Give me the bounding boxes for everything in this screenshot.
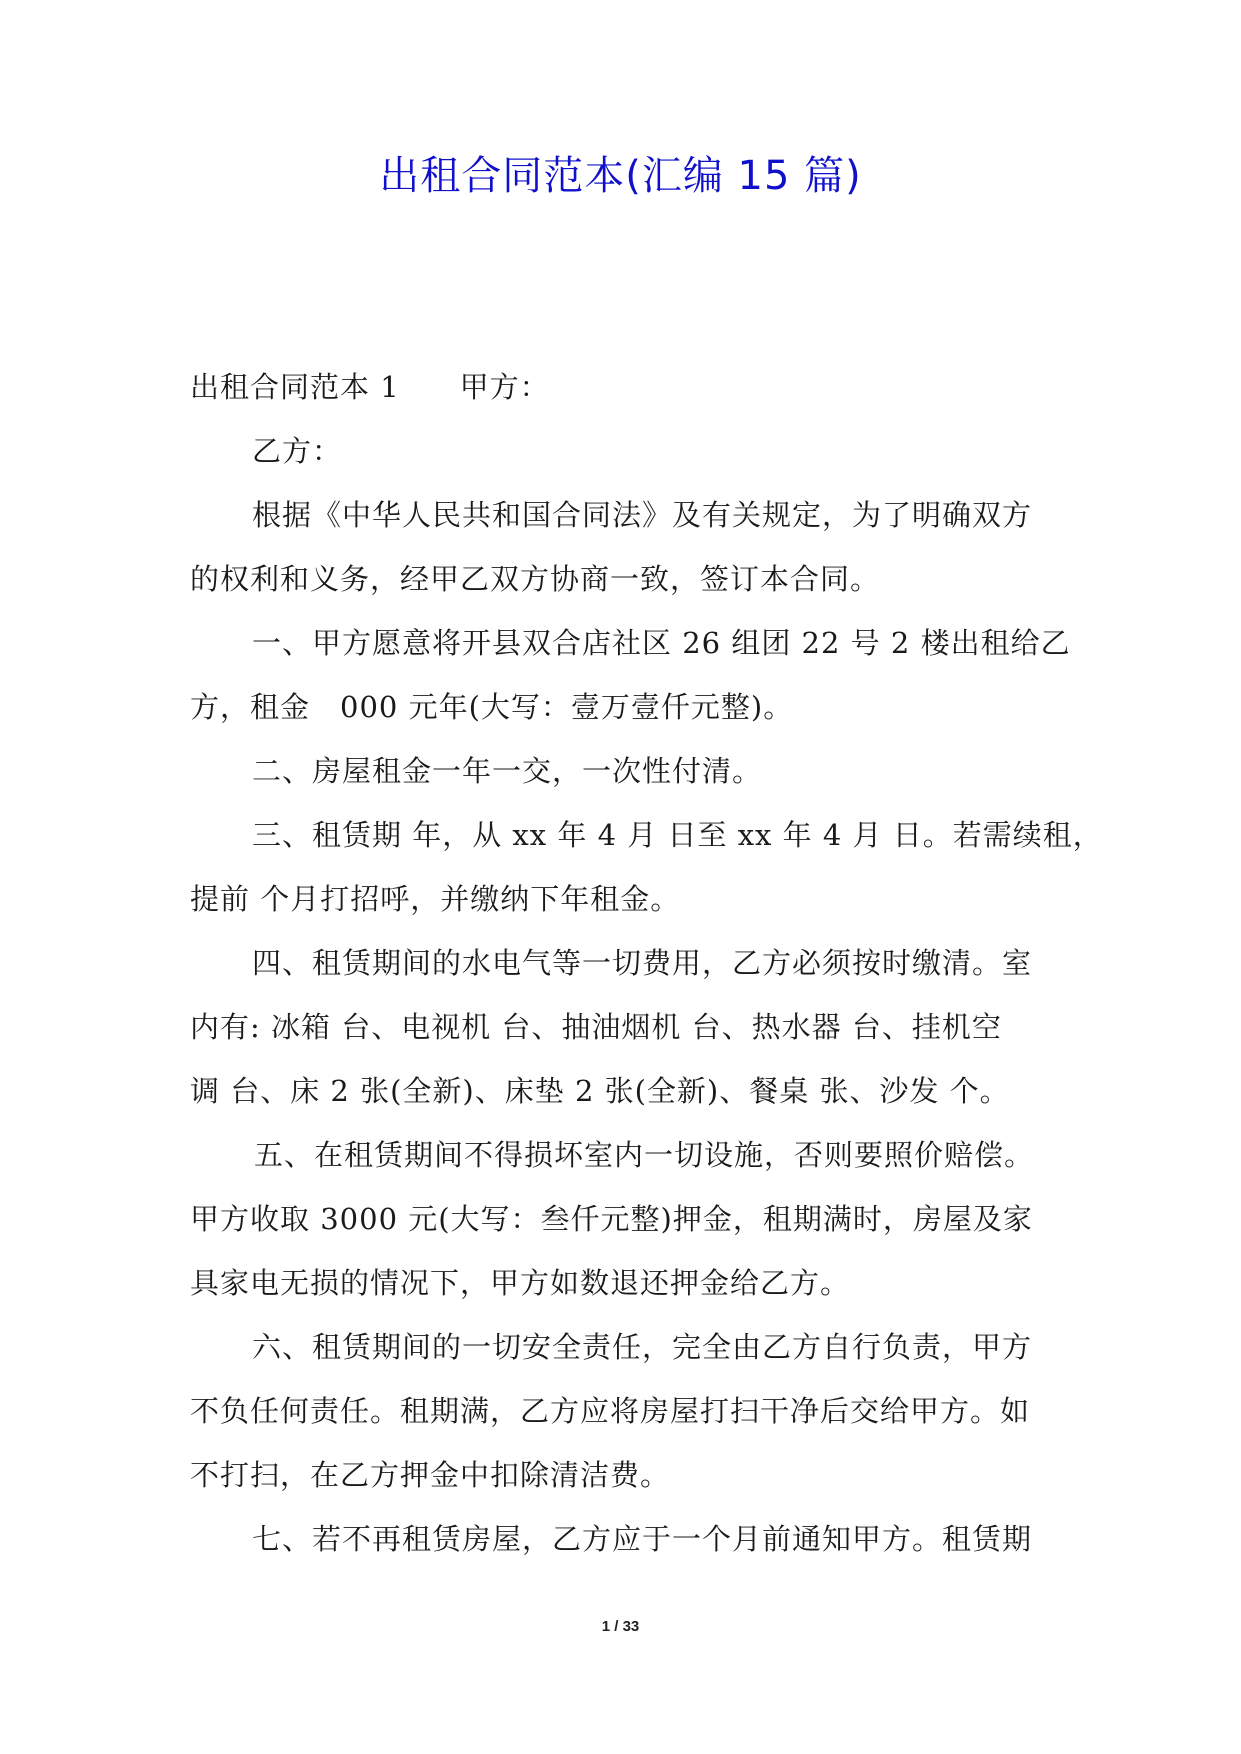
page-number: 1 / 33 — [601, 1618, 640, 1635]
contract-heading-line — [190, 355, 1060, 419]
paragraph-line: 内有: 冰箱 台、电视机 台、抽油烟机 台、热水器 台、挂机空 — [190, 1010, 1002, 1044]
paragraph-line: 提前 个月打招呼，并缴纳下年租金。 — [190, 882, 681, 916]
paragraph-line: 二、房屋租金一年一交，一次性付清。 — [252, 754, 763, 788]
paragraph-line: 调 台、床 2 张(全新)、床垫 2 张(全新)、餐桌 张、沙发 个。 — [190, 1074, 1010, 1108]
party-b-label: 乙方： — [252, 434, 343, 468]
paragraph-line: 五、在租赁期间不得损坏室内一切设施，否则要照价赔偿。 — [254, 1138, 1035, 1172]
document-body — [190, 355, 1103, 1571]
party-a-label: 甲方： — [459, 370, 550, 404]
paragraph-line: 具家电无损的情况下，甲方如数退还押金给乙方。 — [190, 1266, 851, 1300]
party-b-line — [190, 419, 1060, 483]
paragraph-line: 不打扫，在乙方押金中扣除清洁费。 — [190, 1458, 671, 1492]
paragraph-line: 的权利和义务，经甲乙双方协商一致，签订本合同。 — [190, 562, 881, 596]
paragraph-line: 七、若不再租赁房屋，乙方应于一个月前通知甲方。租赁期 — [252, 1522, 1033, 1556]
paragraph-line: 甲方收取 3000 元(大写：叁仟元整)押金，租期满时，房屋及家 — [190, 1202, 1033, 1236]
paragraph-line: 四、租赁期间的水电气等一切费用，乙方必须按时缴清。室 — [252, 946, 1033, 980]
paragraph-line: 三、租赁期 年，从 xx 年 4 月 日至 xx 年 4 月 日。若需续租， — [252, 818, 1103, 852]
paragraph-line: 六、租赁期间的一切安全责任，完全由乙方自行负责，甲方 — [252, 1330, 1033, 1364]
paragraph-line: 根据《中华人民共和国合同法》及有关规定，为了明确双方 — [252, 498, 1033, 532]
paragraph-line: 一、甲方愿意将开县双合店社区 26 组团 22 号 2 楼出租给乙 — [252, 626, 1071, 660]
document-title: 出租合同范本(汇编 15 篇) — [379, 153, 862, 199]
paragraph-line: 方，租金 000 元年(大写：壹万壹仟元整)。 — [190, 690, 794, 724]
paragraph-line: 不负任何责任。租期满，乙方应将房屋打扫干净后交给甲方。如 — [190, 1394, 1031, 1428]
contract-heading-label: 出租合同范本 1 — [190, 370, 400, 404]
